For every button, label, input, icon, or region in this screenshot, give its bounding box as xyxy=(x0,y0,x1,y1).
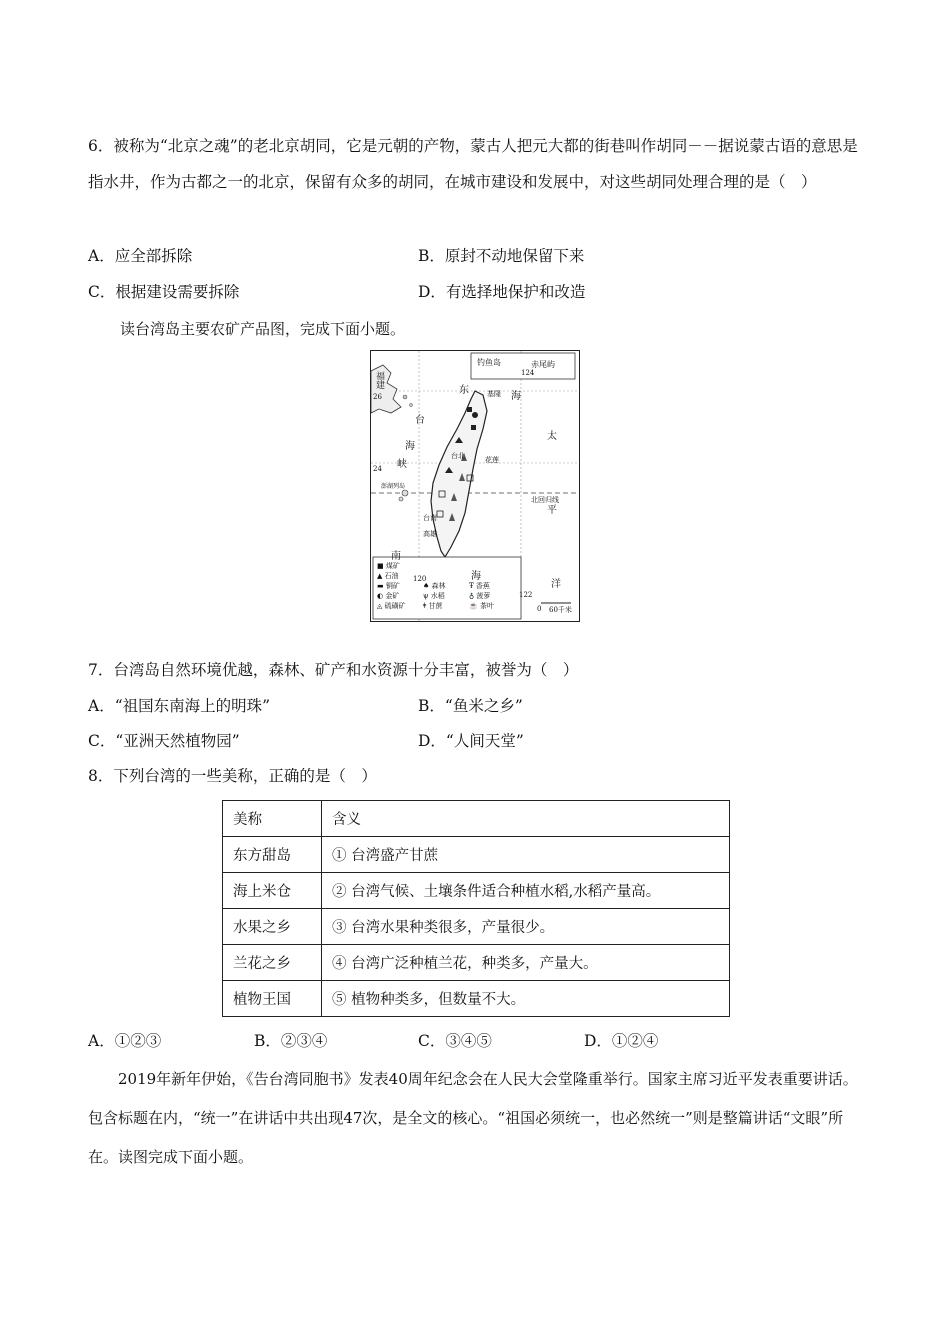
table-cell: ② 台湾气候、土壤条件适合种植水稻,水稻产量高。 xyxy=(322,873,730,909)
question-7-stem: 7．台湾岛自然环境优越，森林、矿产和水资源十分丰富，被誉为（ ） xyxy=(88,661,579,679)
gold-mine-symbol xyxy=(472,412,478,418)
map-label-south: 南 xyxy=(391,551,401,562)
legend-item: ▬ 铜矿 xyxy=(377,582,400,590)
legend-item: Ŧ 香蕉 xyxy=(469,582,490,590)
coastal-island xyxy=(403,395,407,399)
taiwan-island xyxy=(431,391,487,557)
map-label-diaoyu: 钓鱼岛 xyxy=(477,358,501,367)
map-label-jilong: 基隆 xyxy=(487,390,501,398)
penghu-islands xyxy=(402,490,408,496)
q6-option-a[interactable]: A．应全部拆除 xyxy=(88,247,193,265)
table-cell: ③ 台湾水果种类很多，产量很少。 xyxy=(322,909,730,945)
q6-option-c[interactable]: C．根据建设需要拆除 xyxy=(88,283,240,301)
map-label-strait: 台 xyxy=(415,415,425,426)
table-row xyxy=(223,873,730,909)
map-label-scale0: 0 xyxy=(537,605,542,613)
map-intro: 读台湾岛主要农矿产品图，完成下面小题。 xyxy=(120,320,406,338)
map-label-scale: 60千米 xyxy=(549,606,572,614)
map-label-gaoxiong: 高雄 xyxy=(423,530,437,538)
question-8-stem: 8．下列台湾的一些美称，正确的是（ ） xyxy=(88,767,377,785)
nickname-table xyxy=(222,800,730,1017)
q7-option-c[interactable]: C．“亚洲天然植物园” xyxy=(88,732,240,750)
table-header-row xyxy=(223,801,730,837)
table-row xyxy=(223,909,730,945)
q7-option-a[interactable]: A．“祖国东南海上的明珠” xyxy=(88,697,271,715)
table-cell: ① 台湾盛产甘蔗 xyxy=(322,837,730,873)
q8-option-d[interactable]: D．①②④ xyxy=(584,1032,659,1050)
table-cell: ④ 台湾广泛种植兰花，种类多，产量大。 xyxy=(322,945,730,981)
map-label-fujian: 福建 xyxy=(374,371,384,389)
table-header: 含义 xyxy=(322,801,730,837)
map-label-lon3: 124 xyxy=(521,369,535,377)
legend-item: ♠ 森林 xyxy=(423,582,446,590)
map-label-pacific: 太 xyxy=(547,431,557,442)
legend-item: ▲ 石油 xyxy=(377,572,399,580)
legend-item: ψ 水稻 xyxy=(423,592,445,600)
table-cell: 兰花之乡 xyxy=(223,945,322,981)
map-label-taibei: 台北 xyxy=(451,452,465,460)
q8-option-b[interactable]: B．②③④ xyxy=(254,1032,328,1050)
q6-option-b[interactable]: B．原封不动地保留下来 xyxy=(418,247,585,265)
map-label-lon1: 120 xyxy=(413,575,427,583)
table-cell: 海上米仓 xyxy=(223,873,322,909)
map-label-pacific2: 平 xyxy=(547,505,557,516)
legend-item: ♁ 菠萝 xyxy=(469,592,491,600)
q6-option-d[interactable]: D．有选择地保护和改造 xyxy=(418,283,586,301)
intro-2019-text: 2019年新年伊始，《告台湾同胞书》发表40周年纪念会在人民大会堂隆重举行。国家主席习近平发表重要讲话。包含标题在内，“统一”在讲话中共出现47次，是全文的核心。“祖国必须统一，也必然统一”则是整篇讲话“文眼”所在。读图完成下面小题。 xyxy=(88,1070,858,1166)
map-label-pacific3: 洋 xyxy=(551,579,561,590)
table-cell: 植物王国 xyxy=(223,981,322,1017)
map-label-lon2: 122 xyxy=(519,591,533,599)
table-cell: 水果之乡 xyxy=(223,909,322,945)
map-label-chiwei: 赤尾屿 xyxy=(531,360,555,369)
legend-item: ◬ 硫磺矿 xyxy=(377,602,406,610)
map-label-strait3: 峡 xyxy=(397,459,407,470)
q7-option-d[interactable]: D．“人间天堂” xyxy=(418,732,524,750)
legend-item: ◐ 金矿 xyxy=(377,592,400,600)
table-cell: ⑤ 植物种类多，但数量不大。 xyxy=(322,981,730,1017)
legend-item: ǂ 甘蔗 xyxy=(423,602,443,610)
table-row xyxy=(223,837,730,873)
penghu-islands xyxy=(399,497,403,501)
map-label-south-sea: 海 xyxy=(471,571,481,582)
legend-item: ☕ 茶叶 xyxy=(469,602,494,610)
coal-mine-symbol xyxy=(467,407,472,412)
map-label-penghu: 澎湖列岛 xyxy=(381,483,406,490)
q8-option-c[interactable]: C．③④⑤ xyxy=(418,1032,492,1050)
map-label-strait2: 海 xyxy=(405,441,415,452)
q8-option-a[interactable]: A．①②③ xyxy=(88,1032,162,1050)
map-label-east-sea: 海 xyxy=(511,391,521,402)
map-label-tainan: 台南 xyxy=(423,514,437,522)
map-label-east: 东 xyxy=(459,385,469,396)
map-label-lat2: 26 xyxy=(373,393,382,401)
table-row xyxy=(223,945,730,981)
question-6-stem: 6．被称为“北京之魂”的老北京胡同，它是元朝的产物，蒙古人把元大都的街巷叫作胡同－－据说蒙古语的意思是指水井，作为古都之一的北京，保留有众多的胡同，在城市建设和发展中，对这些胡同处理合理的是（ ） xyxy=(88,137,858,191)
taiwan-map xyxy=(370,350,580,622)
intro-2019-paragraph xyxy=(88,1060,868,1177)
coal-mine-symbol xyxy=(471,425,476,430)
table-row xyxy=(223,981,730,1017)
map-label-tropic: 北回归线 xyxy=(531,496,559,504)
table-cell: 东方甜岛 xyxy=(223,837,322,873)
table-header: 美称 xyxy=(223,801,322,837)
map-label-hualian: 花莲 xyxy=(485,456,499,464)
map-label-lat1: 24 xyxy=(373,465,382,473)
q7-option-b[interactable]: B．“鱼米之乡” xyxy=(418,697,523,715)
coastal-island xyxy=(410,404,413,407)
legend-item: ■ 煤矿 xyxy=(377,562,400,570)
